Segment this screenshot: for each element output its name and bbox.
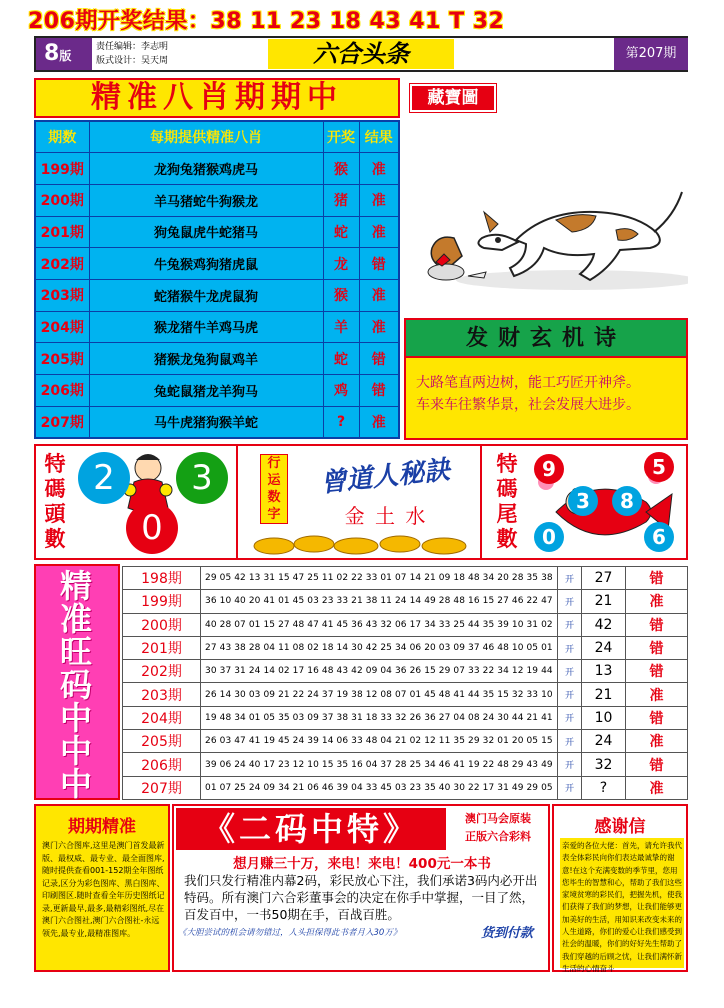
poem-line: 车来车往繁华景，社会发展大进步。 bbox=[416, 397, 640, 413]
zodiac-cell: 牛兔猴鸡狗猪虎鼠 bbox=[89, 248, 323, 280]
numbers-cell: 26 03 47 41 19 45 24 39 14 06 33 48 04 21 02 12 11 35 29 32 01 20 05 15 bbox=[201, 730, 558, 753]
head-ball: 0 bbox=[126, 502, 178, 554]
result-cell: 错 bbox=[626, 636, 688, 659]
tail-ball: 6 bbox=[644, 522, 674, 552]
table-row bbox=[123, 683, 688, 706]
table-header-row bbox=[35, 121, 399, 153]
cash-on-delivery-label: 货到付款 bbox=[480, 926, 533, 941]
period-cell: 199期 bbox=[123, 590, 201, 613]
draw-marker-cell: 开 bbox=[558, 776, 582, 799]
zodiac-cell: 龙狗兔猪猴鸡虎马 bbox=[89, 153, 323, 185]
column-header: 开奖 bbox=[323, 121, 359, 153]
draw-cell: 龙 bbox=[323, 248, 359, 280]
draw-marker-cell: 开 bbox=[558, 753, 582, 776]
lottery-result-headline: 206期开奖结果：38 11 23 18 43 41 T 32 bbox=[28, 9, 505, 34]
table-row bbox=[123, 613, 688, 636]
draw-marker-cell: 开 bbox=[558, 636, 582, 659]
page-number bbox=[36, 38, 92, 70]
draw-cell: 蛇 bbox=[323, 216, 359, 248]
designer-credit: 版式设计：吴天周 bbox=[96, 56, 169, 66]
page-number-value: 8 bbox=[44, 41, 60, 66]
table-row bbox=[35, 216, 399, 248]
ad-panel bbox=[172, 804, 550, 972]
result-cell: 错 bbox=[626, 567, 688, 590]
zodiac-cell: 猴龙猪牛羊鸡马虎 bbox=[89, 311, 323, 343]
tail-ball: 8 bbox=[612, 486, 642, 516]
draw-value-cell: 32 bbox=[582, 753, 626, 776]
accuracy-body: 澳门六合图库,这里是澳门首发最新版、最权威、最专业、最全面图库,随时提供查看001-152期全年图纸记录,区分为彩色图库、黑白图库、印刷图区.随时查看全年历史图纸记录,更新最早,最多,最精彩图纸,尽在澳门六合图社,澳门六合图社-永远领先,最专业,最精准图库。 bbox=[42, 841, 165, 938]
lucky-number-row bbox=[34, 444, 688, 560]
period-cell: 205期 bbox=[35, 343, 89, 375]
ad-guarantee: 《大胆尝试的机会请勿错过，人头担保得此书者月入30万》 bbox=[178, 928, 402, 938]
draw-marker-cell: 开 bbox=[558, 613, 582, 636]
draw-value-cell: 24 bbox=[582, 636, 626, 659]
secret-title: 曾道人秘訣 bbox=[319, 455, 452, 499]
draw-cell: 猪 bbox=[323, 184, 359, 216]
period-cell: 203期 bbox=[123, 683, 201, 706]
draw-marker-cell: 开 bbox=[558, 567, 582, 590]
ad-subtitle: 正版六合彩料 bbox=[465, 830, 531, 843]
poem-text bbox=[416, 372, 682, 416]
table-row bbox=[123, 730, 688, 753]
ad-body: 我们只发行精准内幕2码，彩民放心下注，我们承诺3码内必开出特码。所有澳门六合彩董事会的决定在你手中掌握，一目了然，百发百中，一书50期在手，百战百胜。 bbox=[184, 873, 538, 922]
draw-value-cell: 21 bbox=[582, 683, 626, 706]
draw-cell: 鸡 bbox=[323, 375, 359, 407]
five-elements: 金 土 水 bbox=[344, 504, 428, 528]
draw-value-cell: 24 bbox=[582, 730, 626, 753]
draw-value-cell: ? bbox=[582, 776, 626, 799]
zodiac-cell: 兔蛇鼠猪龙羊狗马 bbox=[89, 375, 323, 407]
table-row bbox=[123, 636, 688, 659]
lucky-number-tag: 行 运 数 字 bbox=[260, 454, 288, 524]
result-cell: 准 bbox=[359, 311, 399, 343]
draw-cell: ? bbox=[323, 406, 359, 438]
result-cell: 错 bbox=[359, 375, 399, 407]
period-cell: 198期 bbox=[123, 567, 201, 590]
masthead bbox=[34, 36, 688, 72]
period-cell: 203期 bbox=[35, 279, 89, 311]
column-header: 结果 bbox=[359, 121, 399, 153]
thank-you-body: 亲爱的各位大佬：首先，请允许我代表全体彩民向你们表达最诚挚的谢意!在这个充满变数的季节里，您用您毕生的智慧和心，帮助了我们这些家境贫寒的彩民们，把握先机，使我们获得了我们的梦想，让我们能够更加美好的生活，用知识来改变未来的人生道路，你们的爱心让我们感受到社会的温暖，你们的好好先生帮助了我们穿越的后顾之忧，让我们满怀新生活的心情奋斗 bbox=[560, 838, 684, 968]
ad-subtitle: 澳门马会原装 bbox=[465, 812, 531, 825]
numbers-cell: 30 37 31 24 14 02 17 16 48 43 42 09 04 36 26 15 29 07 33 22 34 12 19 44 bbox=[201, 660, 558, 683]
period-cell: 205期 bbox=[123, 730, 201, 753]
table-row bbox=[123, 590, 688, 613]
zodiac-cell: 狗兔鼠虎牛蛇猪马 bbox=[89, 216, 323, 248]
numbers-cell: 19 48 34 01 05 35 03 09 37 38 31 18 33 32 26 36 27 04 08 24 30 44 21 41 bbox=[201, 706, 558, 729]
table-row bbox=[123, 706, 688, 729]
draw-cell: 羊 bbox=[323, 311, 359, 343]
tail-ball: 9 bbox=[534, 454, 564, 484]
result-cell: 准 bbox=[359, 279, 399, 311]
numbers-cell: 36 10 40 20 41 01 45 03 23 33 21 38 11 24 14 49 28 48 16 15 27 46 22 47 bbox=[201, 590, 558, 613]
running-dog-illustration bbox=[406, 120, 688, 312]
zodiac-cell: 马牛虎猪狗猴羊蛇 bbox=[89, 406, 323, 438]
period-cell: 200期 bbox=[35, 184, 89, 216]
period-cell: 207期 bbox=[123, 776, 201, 799]
ad-slogan: 想月赚三十万，来电！来电！400元一本书 bbox=[233, 856, 491, 872]
result-cell: 准 bbox=[626, 683, 688, 706]
head-number-label: 特 碼 頭 數 bbox=[44, 452, 66, 551]
section-title-eight-zodiac: 精准八肖期期中 bbox=[34, 78, 400, 118]
paper-name: 六合头条 bbox=[268, 39, 454, 69]
result-cell: 准 bbox=[626, 730, 688, 753]
table-row bbox=[35, 406, 399, 438]
table-row bbox=[123, 567, 688, 590]
table-row bbox=[35, 311, 399, 343]
secret-panel bbox=[236, 446, 482, 558]
table-row bbox=[35, 184, 399, 216]
draw-marker-cell: 开 bbox=[558, 590, 582, 613]
draw-value-cell: 27 bbox=[582, 567, 626, 590]
table-row bbox=[123, 660, 688, 683]
period-cell: 204期 bbox=[123, 706, 201, 729]
numbers-cell: 40 28 07 01 15 27 48 47 41 45 36 43 32 06 17 34 33 25 44 35 39 10 31 02 bbox=[201, 613, 558, 636]
result-cell: 准 bbox=[359, 184, 399, 216]
period-cell: 207期 bbox=[35, 406, 89, 438]
period-cell: 201期 bbox=[35, 216, 89, 248]
result-cell: 准 bbox=[359, 153, 399, 185]
credits bbox=[96, 40, 296, 68]
result-cell: 准 bbox=[359, 406, 399, 438]
result-cell: 错 bbox=[626, 660, 688, 683]
table-row bbox=[35, 248, 399, 280]
draw-marker-cell: 开 bbox=[558, 730, 582, 753]
table-row bbox=[35, 279, 399, 311]
tail-number-label: 特 碼 尾 數 bbox=[496, 452, 518, 551]
period-cell: 200期 bbox=[123, 613, 201, 636]
numbers-cell: 27 43 38 28 04 11 08 02 18 14 30 42 25 34 06 20 03 09 37 46 48 10 05 01 bbox=[201, 636, 558, 659]
draw-value-cell: 13 bbox=[582, 660, 626, 683]
poem-title: 发财玄机诗 bbox=[406, 320, 686, 358]
result-cell: 错 bbox=[626, 706, 688, 729]
accuracy-title: 期期精准 bbox=[68, 817, 136, 837]
result-cell: 错 bbox=[359, 343, 399, 375]
period-cell: 204期 bbox=[35, 311, 89, 343]
table-row bbox=[35, 375, 399, 407]
tail-ball: 0 bbox=[534, 522, 564, 552]
zodiac-cell: 蛇猪猴牛龙虎鼠狗 bbox=[89, 279, 323, 311]
draw-marker-cell: 开 bbox=[558, 706, 582, 729]
tail-ball: 3 bbox=[568, 486, 598, 516]
ad-headline: 《二码中特》 bbox=[176, 808, 446, 850]
period-cell: 206期 bbox=[123, 753, 201, 776]
hot-number-table bbox=[122, 566, 688, 800]
result-cell: 准 bbox=[626, 590, 688, 613]
period-cell: 206期 bbox=[35, 375, 89, 407]
period-cell: 199期 bbox=[35, 153, 89, 185]
period-cell: 202期 bbox=[123, 660, 201, 683]
accuracy-panel bbox=[34, 804, 170, 972]
numbers-cell: 39 06 24 40 17 23 12 10 15 35 16 04 37 28 25 34 46 41 19 22 48 29 43 49 bbox=[201, 753, 558, 776]
table-row bbox=[35, 153, 399, 185]
table-row bbox=[123, 753, 688, 776]
draw-cell: 猴 bbox=[323, 279, 359, 311]
hot-number-label: 精 准 旺 码 中 中 中 bbox=[34, 564, 120, 800]
draw-marker-cell: 开 bbox=[558, 660, 582, 683]
result-cell: 准 bbox=[626, 776, 688, 799]
period-cell: 202期 bbox=[35, 248, 89, 280]
thank-you-title: 感谢信 bbox=[594, 817, 646, 837]
column-header: 每期提供精准八肖 bbox=[89, 121, 323, 153]
table-row bbox=[123, 776, 688, 799]
poem-line: 大路笔直两边树，能工巧匠开神斧。 bbox=[416, 375, 640, 391]
result-cell: 准 bbox=[359, 216, 399, 248]
poem-panel bbox=[404, 318, 688, 440]
numbers-cell: 01 07 25 24 09 34 21 06 46 39 04 33 45 03 23 35 40 30 22 17 31 49 29 05 bbox=[201, 776, 558, 799]
table-row bbox=[35, 343, 399, 375]
result-cell: 错 bbox=[626, 753, 688, 776]
numbers-cell: 26 14 30 03 09 21 22 24 37 19 38 12 08 07 01 45 48 41 44 35 15 32 33 10 bbox=[201, 683, 558, 706]
page-number-unit: 版 bbox=[59, 49, 72, 63]
period-cell: 201期 bbox=[123, 636, 201, 659]
gold-ingot-icon bbox=[252, 528, 472, 556]
result-cell: 错 bbox=[359, 248, 399, 280]
zodiac-cell: 羊马猪蛇牛狗猴龙 bbox=[89, 184, 323, 216]
zodiac-cell: 猪猴龙兔狗鼠鸡羊 bbox=[89, 343, 323, 375]
draw-cell: 猴 bbox=[323, 153, 359, 185]
result-cell: 错 bbox=[626, 613, 688, 636]
tail-ball: 5 bbox=[644, 452, 674, 482]
draw-marker-cell: 开 bbox=[558, 683, 582, 706]
column-header: 期数 bbox=[35, 121, 89, 153]
thank-you-panel bbox=[552, 804, 688, 972]
head-ball: 3 bbox=[176, 452, 228, 504]
treasure-map-label: 藏寶圖 bbox=[410, 84, 496, 112]
numbers-cell: 29 05 42 13 31 15 47 25 11 02 22 33 01 07 14 21 09 18 48 34 20 28 35 38 bbox=[201, 567, 558, 590]
issue-number: 第207期 bbox=[614, 38, 688, 70]
draw-cell: 蛇 bbox=[323, 343, 359, 375]
zodiac-prediction-table bbox=[34, 120, 400, 439]
draw-value-cell: 42 bbox=[582, 613, 626, 636]
editor-credit: 责任编辑：李志明 bbox=[96, 42, 169, 52]
draw-value-cell: 21 bbox=[582, 590, 626, 613]
draw-value-cell: 10 bbox=[582, 706, 626, 729]
head-ball: 2 bbox=[78, 452, 130, 504]
